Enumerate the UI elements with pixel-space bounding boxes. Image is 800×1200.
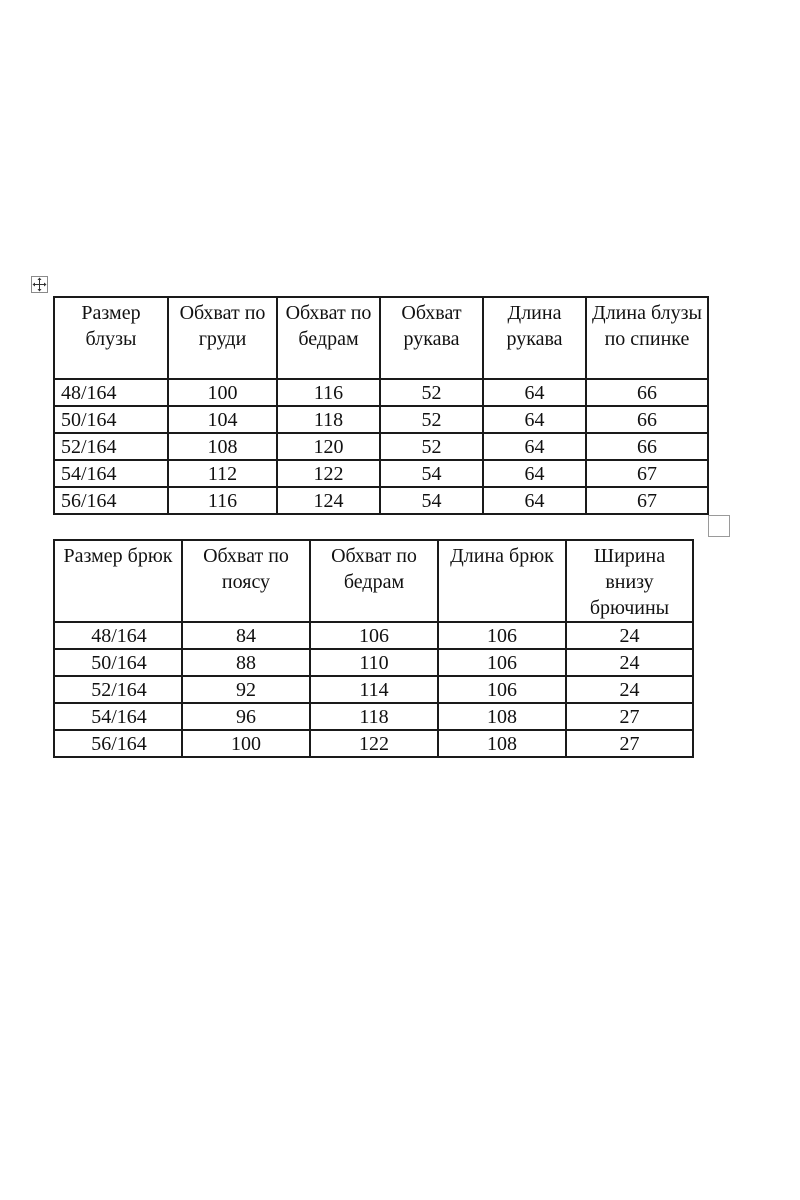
header-back-length: Длина блузы по спинке	[586, 297, 708, 379]
header-chest-girth: Обхват по груди	[168, 297, 277, 379]
table-header-row	[54, 540, 693, 622]
table-row	[54, 676, 693, 703]
table-cell: 64	[483, 433, 586, 460]
table-cell: 66	[586, 406, 708, 433]
table-cell: 122	[277, 460, 380, 487]
table-cell: 52/164	[54, 676, 182, 703]
table-row	[54, 460, 708, 487]
table-cell: 124	[277, 487, 380, 514]
table-cell: 92	[182, 676, 310, 703]
header-blouse-size: Размер блузы	[54, 297, 168, 379]
table-cell: 64	[483, 460, 586, 487]
table-row	[54, 379, 708, 406]
move-arrows-icon	[32, 277, 47, 292]
table-cell: 100	[182, 730, 310, 757]
table-row	[54, 406, 708, 433]
table-cell: 64	[483, 379, 586, 406]
table-cell: 108	[438, 730, 566, 757]
table-cell: 116	[168, 487, 277, 514]
table-cell: 96	[182, 703, 310, 730]
table-row	[54, 730, 693, 757]
header-trousers-size: Размер брюк	[54, 540, 182, 622]
table-cell: 108	[168, 433, 277, 460]
table-cell: 108	[438, 703, 566, 730]
table-cell: 56/164	[54, 730, 182, 757]
table-cell: 50/164	[54, 649, 182, 676]
table-cell: 122	[310, 730, 438, 757]
table-cell: 66	[586, 379, 708, 406]
table-row	[54, 649, 693, 676]
table-cell: 67	[586, 460, 708, 487]
table-move-handle[interactable]	[31, 276, 48, 293]
table-cell: 54/164	[54, 460, 168, 487]
table-cell: 54/164	[54, 703, 182, 730]
table-cell: 67	[586, 487, 708, 514]
table-cell: 106	[310, 622, 438, 649]
table-row	[54, 433, 708, 460]
table-cell: 114	[310, 676, 438, 703]
table-cell: 24	[566, 676, 693, 703]
table-cell: 110	[310, 649, 438, 676]
table-cell: 64	[483, 406, 586, 433]
table-cell: 84	[182, 622, 310, 649]
table-row	[54, 703, 693, 730]
table-header-row	[54, 297, 708, 379]
table-cell: 52/164	[54, 433, 168, 460]
table-cell: 104	[168, 406, 277, 433]
header-sleeve-length: Длина рукава	[483, 297, 586, 379]
table-cell: 106	[438, 649, 566, 676]
table-row	[54, 622, 693, 649]
table-cell: 54	[380, 460, 483, 487]
blouse-size-table	[53, 296, 709, 515]
table-cell: 48/164	[54, 379, 168, 406]
header-hip-girth: Обхват по бедрам	[310, 540, 438, 622]
table-cell: 54	[380, 487, 483, 514]
table-cell: 56/164	[54, 487, 168, 514]
table-cell: 50/164	[54, 406, 168, 433]
header-leg-bottom-width: Ширина внизу брючины	[566, 540, 693, 622]
table-cell: 118	[277, 406, 380, 433]
table-cell: 106	[438, 676, 566, 703]
table-cell: 66	[586, 433, 708, 460]
table-cell: 48/164	[54, 622, 182, 649]
header-trousers-length: Длина брюк	[438, 540, 566, 622]
table-cell: 64	[483, 487, 586, 514]
table-cell: 27	[566, 730, 693, 757]
trousers-size-table	[53, 539, 694, 758]
table-cell: 106	[438, 622, 566, 649]
header-waist-girth: Обхват по поясу	[182, 540, 310, 622]
table-cell: 116	[277, 379, 380, 406]
header-hip-girth: Обхват по бедрам	[277, 297, 380, 379]
table-cell: 88	[182, 649, 310, 676]
table-cell: 27	[566, 703, 693, 730]
table-row	[54, 487, 708, 514]
table-cell: 120	[277, 433, 380, 460]
table-cell: 52	[380, 406, 483, 433]
table-cell: 112	[168, 460, 277, 487]
header-sleeve-girth: Обхват рукава	[380, 297, 483, 379]
table-cell: 24	[566, 622, 693, 649]
table-cell: 52	[380, 379, 483, 406]
table-cell: 24	[566, 649, 693, 676]
table-cell: 100	[168, 379, 277, 406]
table-resize-handle[interactable]	[708, 515, 730, 537]
table-cell: 52	[380, 433, 483, 460]
table-cell: 118	[310, 703, 438, 730]
